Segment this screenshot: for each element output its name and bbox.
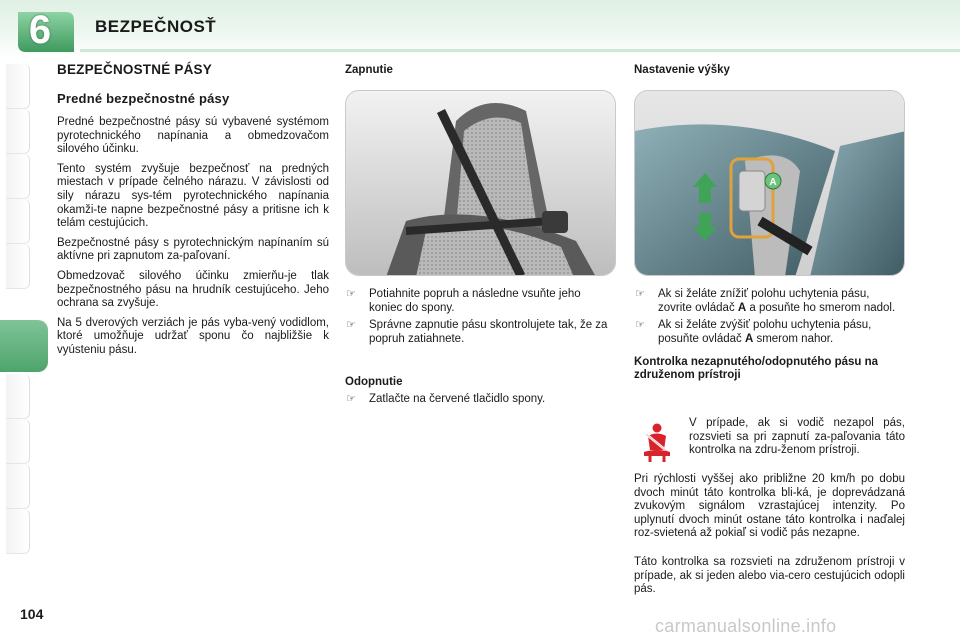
list-item: ☞ Ak si želáte zvýšiť polohu uchytenia pásu, posuňte ovládač A smerom nahor. xyxy=(635,319,872,345)
hand-pointer-icon: ☞ xyxy=(346,288,356,300)
paragraph: Bezpečnostné pásy s pyrotechnickým napínaním sú aktívne pri zapnutom za-paľovaní. xyxy=(57,236,329,263)
chapter-tab-2[interactable] xyxy=(6,109,30,154)
car-seat-illustration xyxy=(346,91,616,276)
warning-title: Kontrolka nezapnutého/odopnutého pásu na združenom prístroji xyxy=(634,356,879,382)
list-item: ☞ Potiahnite popruh a následne vsuňte jeho koniec do spony. xyxy=(346,288,581,314)
chapter-tab-3[interactable] xyxy=(6,154,30,199)
hand-pointer-icon: ☞ xyxy=(346,393,356,406)
list-item: ☞ Zatlačte na červené tlačidlo spony. xyxy=(346,393,546,406)
fasten-steps xyxy=(345,285,617,407)
chapter-tab-1[interactable] xyxy=(6,64,30,109)
b-pillar-illustration xyxy=(635,91,905,276)
column-height-adjust xyxy=(634,60,906,76)
height-adjust-image xyxy=(634,90,905,276)
height-steps xyxy=(634,285,906,382)
chapter-tab-9[interactable] xyxy=(6,464,30,509)
paragraph: Pri rýchlosti vyššej ako približne 20 km/h po dobu dvoch minút táto kontrolka bli-ká, je doprevádzaná zvukovým signálom vzrastajúcej intenzity. Po uplynutí dvoch minút ostane táto kontrolka i naďalej roz-svietená až pokiaľ si vodič pás nezapne. xyxy=(634,473,905,540)
watermark: carmanualsonline.info xyxy=(655,616,837,636)
seat-belt-image xyxy=(345,90,616,276)
chapter-tab-6-active[interactable] xyxy=(0,320,48,372)
column-fastening xyxy=(345,60,617,76)
height-title: Nastavenie výšky xyxy=(634,64,730,76)
page-number: 104 xyxy=(20,606,44,622)
paragraph: Tento systém zvyšuje bezpečnosť na predných miestach v prípade čelného nárazu. V závislosti od sily nárazu sys-tém pyrotechnického napínania okamži-te napne bezpečnostné pásy a pritisne ich k telám cestujúcich. xyxy=(57,162,329,230)
section-title: BEZPEČNOSTNÉ PÁSY xyxy=(57,62,212,77)
chapter-tabs xyxy=(0,64,34,574)
chapter-number: 6 xyxy=(28,8,52,52)
chapter-tab-8[interactable] xyxy=(6,419,30,464)
paragraph: Obmedzovač silového účinku zmierňu-je tlak bezpečnostného pásu na hrudník cestujúceho. Jeho ochrana sa zvyšuje. xyxy=(57,269,329,310)
chapter-tab-10[interactable] xyxy=(6,509,30,554)
header-divider xyxy=(80,49,960,52)
paragraph: Na 5 dverových verziách je pás vyba-vený vodidlom, ktoré umožňuje udržať sponu čo najbližšie k vyústeniu pásu. xyxy=(57,316,329,356)
hand-pointer-icon: ☞ xyxy=(635,319,645,332)
list-item: ☞ Správne zapnutie pásu skontrolujete tak, že za popruh zatiahnete. xyxy=(346,319,608,345)
warning-text: V prípade, ak si vodič nezapol pás, rozsvieti sa pri zapnutí za-paľovania táto kontrolka na zdru-ženom prístroji. xyxy=(689,417,905,457)
paragraph: Táto kontrolka sa rozsvieti na združenom prístroji v prípade, ak si jeden alebo via-cero cestujúcich odopli pás. xyxy=(634,556,905,596)
subsection-title: Predné bezpečnostné pásy xyxy=(57,91,230,106)
column-seatbelts-intro xyxy=(57,60,329,358)
hand-pointer-icon: ☞ xyxy=(635,288,645,300)
list-item: ☞ Ak si želáte znížiť polohu uchytenia pásu, zovrite ovládač A a posuňte ho smerom nadol. xyxy=(635,288,896,314)
callout-label: A xyxy=(769,177,777,188)
hand-pointer-icon: ☞ xyxy=(346,319,356,332)
chapter-tab-5[interactable] xyxy=(6,244,30,289)
unfasten-title: Odopnutie xyxy=(345,376,403,389)
chapter-tab-4[interactable] xyxy=(6,199,30,244)
chapter-tab-7[interactable] xyxy=(6,374,30,419)
fasten-title: Zapnutie xyxy=(345,64,393,76)
paragraph: Predné bezpečnostné pásy sú vybavené systémom pyrotechnického napínania a obmedzovačom silového účinku. xyxy=(57,116,329,156)
seatbelt-warning-icon xyxy=(640,422,674,462)
chapter-title: BEZPEČNOSŤ xyxy=(95,17,217,36)
